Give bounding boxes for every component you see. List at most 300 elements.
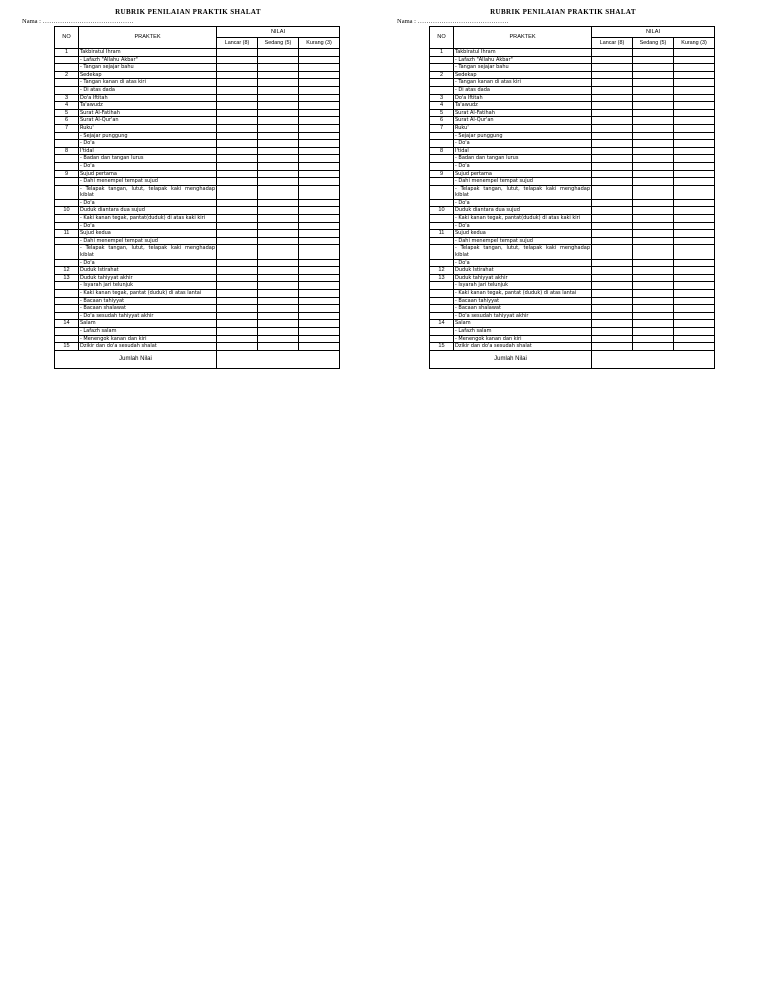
score-sedang-cell xyxy=(633,297,674,305)
score-sedang-cell xyxy=(258,170,299,178)
row-praktek: - Telapak tangan, lutut, telapak kaki menghadap kiblat xyxy=(80,185,215,199)
score-sedang-cell xyxy=(633,245,674,259)
table-row xyxy=(55,259,340,267)
score-sedang-cell xyxy=(633,259,674,267)
score-kurang-cell xyxy=(299,71,340,79)
score-sedang-cell xyxy=(633,124,674,132)
row-praktek: - Telapak tangan, lutut, telapak kaki menghadap kiblat xyxy=(455,185,590,199)
table-row xyxy=(430,147,715,155)
row-praktek: - Dahi menempel tempat sujud xyxy=(454,237,592,245)
score-lancar-cell xyxy=(217,199,258,207)
table-row xyxy=(55,162,340,170)
table-row xyxy=(430,199,715,207)
score-kurang-cell xyxy=(299,207,340,215)
table-row xyxy=(430,230,715,238)
score-kurang-cell xyxy=(299,147,340,155)
header-praktek: PRAKTEK xyxy=(79,27,217,49)
row-praktek: Duduk diantara dua sujud xyxy=(454,207,592,215)
score-kurang-cell xyxy=(299,86,340,94)
row-number xyxy=(430,155,454,163)
score-sedang-cell xyxy=(258,178,299,186)
score-lancar-cell xyxy=(592,305,633,313)
row-number xyxy=(430,305,454,313)
row-praktek: Duduk tahiyyat akhir xyxy=(454,274,592,282)
score-kurang-cell xyxy=(299,327,340,335)
row-number: 6 xyxy=(55,117,79,125)
score-sedang-cell xyxy=(258,56,299,64)
score-lancar-cell xyxy=(217,237,258,245)
score-lancar-cell xyxy=(217,343,258,351)
score-lancar-cell xyxy=(592,132,633,140)
score-kurang-cell xyxy=(299,162,340,170)
score-lancar-cell xyxy=(217,155,258,163)
row-number: 4 xyxy=(430,102,454,110)
table-row xyxy=(55,297,340,305)
row-praktek: - Sejajar punggung xyxy=(454,132,592,140)
score-kurang-cell xyxy=(674,230,715,238)
score-lancar-cell xyxy=(217,267,258,275)
nama-field-label: Nama : …………………………………… xyxy=(397,18,509,25)
score-sedang-cell xyxy=(633,56,674,64)
table-row xyxy=(55,124,340,132)
header-no: NO xyxy=(55,27,79,49)
score-kurang-cell xyxy=(674,207,715,215)
table-row xyxy=(430,274,715,282)
score-lancar-cell xyxy=(592,155,633,163)
row-number: 1 xyxy=(55,49,79,57)
row-praktek: I'tidal xyxy=(454,147,592,155)
score-lancar-cell xyxy=(592,230,633,238)
score-lancar-cell xyxy=(592,56,633,64)
score-kurang-cell xyxy=(299,102,340,110)
score-kurang-cell xyxy=(674,305,715,313)
row-praktek: Surat Al-Fatihah xyxy=(79,109,217,117)
row-praktek: Surat Al-Fatihah xyxy=(454,109,592,117)
score-kurang-cell xyxy=(674,155,715,163)
table-row xyxy=(55,199,340,207)
table-row xyxy=(55,109,340,117)
score-sedang-cell xyxy=(258,312,299,320)
table-row xyxy=(430,109,715,117)
row-praktek: Sujud pertama xyxy=(454,170,592,178)
score-lancar-cell xyxy=(592,327,633,335)
row-number xyxy=(55,155,79,163)
row-praktek: - Do'a xyxy=(79,162,217,170)
score-lancar-cell xyxy=(592,282,633,290)
row-praktek: - Di atas dada xyxy=(454,86,592,94)
row-praktek: I'tidal xyxy=(79,147,217,155)
row-number: 14 xyxy=(430,320,454,328)
score-lancar-cell xyxy=(592,335,633,343)
row-number xyxy=(430,199,454,207)
score-kurang-cell xyxy=(674,290,715,298)
score-kurang-cell xyxy=(299,215,340,223)
table-row xyxy=(430,71,715,79)
rubric-rows xyxy=(55,49,340,351)
score-sedang-cell xyxy=(633,102,674,110)
score-sedang-cell xyxy=(258,297,299,305)
score-sedang-cell xyxy=(633,86,674,94)
score-kurang-cell xyxy=(299,237,340,245)
score-lancar-cell xyxy=(217,79,258,87)
score-kurang-cell xyxy=(674,132,715,140)
row-number xyxy=(55,215,79,223)
score-kurang-cell xyxy=(674,124,715,132)
score-sedang-cell xyxy=(258,215,299,223)
score-sedang-cell xyxy=(633,49,674,57)
row-praktek: - Do'a xyxy=(454,199,592,207)
score-lancar-cell xyxy=(217,312,258,320)
row-praktek: Duduk diantara dua sujud xyxy=(79,207,217,215)
row-number xyxy=(430,178,454,186)
header-sedang: Sedang (5) xyxy=(258,38,299,49)
table-row xyxy=(430,290,715,298)
rubric-sheet-right xyxy=(397,8,707,369)
row-praktek: - Do'a xyxy=(79,259,217,267)
row-praktek: Ta'awudz xyxy=(454,102,592,110)
score-lancar-cell xyxy=(592,86,633,94)
score-sedang-cell xyxy=(258,305,299,313)
score-lancar-cell xyxy=(592,178,633,186)
score-sedang-cell xyxy=(633,207,674,215)
score-lancar-cell xyxy=(217,178,258,186)
score-kurang-cell xyxy=(674,312,715,320)
row-praktek: Takbiratul Ihram xyxy=(454,49,592,57)
row-number xyxy=(55,79,79,87)
table-row xyxy=(430,282,715,290)
row-number xyxy=(55,185,79,199)
score-lancar-cell xyxy=(592,274,633,282)
row-praktek: Sedekap xyxy=(79,71,217,79)
row-number: 12 xyxy=(430,267,454,275)
row-praktek: - Menengok kanan dan kiri xyxy=(454,335,592,343)
score-kurang-cell xyxy=(299,343,340,351)
table-row xyxy=(55,102,340,110)
table-row xyxy=(430,132,715,140)
table-row xyxy=(430,185,715,199)
score-sedang-cell xyxy=(633,230,674,238)
row-number: 2 xyxy=(55,71,79,79)
table-row xyxy=(55,71,340,79)
score-kurang-cell xyxy=(299,185,340,199)
row-number: 1 xyxy=(430,49,454,57)
row-number xyxy=(430,335,454,343)
score-lancar-cell xyxy=(217,230,258,238)
row-number xyxy=(55,56,79,64)
score-lancar-cell xyxy=(217,147,258,155)
score-lancar-cell xyxy=(592,71,633,79)
score-sedang-cell xyxy=(258,207,299,215)
table-row xyxy=(55,335,340,343)
row-number: 11 xyxy=(55,230,79,238)
score-lancar-cell xyxy=(217,290,258,298)
row-praktek: Salam xyxy=(79,320,217,328)
row-praktek: - Lafazh salam xyxy=(79,327,217,335)
row-praktek: - Do'a xyxy=(79,222,217,230)
score-lancar-cell xyxy=(217,215,258,223)
score-lancar-cell xyxy=(217,335,258,343)
score-lancar-cell xyxy=(592,207,633,215)
row-number: 8 xyxy=(430,147,454,155)
header-lancar: Lancar (8) xyxy=(217,38,258,49)
row-number xyxy=(430,222,454,230)
table-row xyxy=(430,305,715,313)
row-praktek: Sedekap xyxy=(454,71,592,79)
row-number xyxy=(430,215,454,223)
score-lancar-cell xyxy=(592,290,633,298)
score-lancar-cell xyxy=(592,147,633,155)
row-number xyxy=(55,282,79,290)
row-number xyxy=(55,327,79,335)
row-number xyxy=(55,64,79,72)
row-number xyxy=(55,140,79,148)
row-praktek: - Dahi menempel tempat sujud xyxy=(79,178,217,186)
score-sedang-cell xyxy=(633,147,674,155)
table-row xyxy=(430,245,715,259)
rubric-table xyxy=(54,26,340,369)
row-number xyxy=(55,162,79,170)
score-lancar-cell xyxy=(217,132,258,140)
score-sedang-cell xyxy=(633,64,674,72)
score-kurang-cell xyxy=(299,132,340,140)
table-row xyxy=(430,207,715,215)
row-number: 2 xyxy=(430,71,454,79)
score-kurang-cell xyxy=(299,282,340,290)
score-sedang-cell xyxy=(258,274,299,282)
table-row xyxy=(430,178,715,186)
score-lancar-cell xyxy=(217,140,258,148)
table-row xyxy=(55,215,340,223)
row-number xyxy=(55,237,79,245)
table-row xyxy=(55,327,340,335)
table-row xyxy=(55,147,340,155)
row-praktek: - Lafazh salam xyxy=(454,327,592,335)
score-kurang-cell xyxy=(674,297,715,305)
header-kurang: Kurang (3) xyxy=(674,38,715,49)
score-sedang-cell xyxy=(258,267,299,275)
row-number: 15 xyxy=(55,343,79,351)
table-row xyxy=(55,274,340,282)
row-number: 9 xyxy=(430,170,454,178)
score-sedang-cell xyxy=(258,155,299,163)
table-row xyxy=(55,132,340,140)
row-praktek: - Telapak tangan, lutut, telapak kaki menghadap kiblat xyxy=(455,245,590,259)
row-number: 9 xyxy=(55,170,79,178)
table-row xyxy=(430,335,715,343)
row-praktek: Ruku' xyxy=(454,124,592,132)
row-number xyxy=(55,335,79,343)
total-value-cell xyxy=(217,350,340,368)
score-lancar-cell xyxy=(217,274,258,282)
row-praktek: - Do'a xyxy=(454,162,592,170)
row-number xyxy=(430,237,454,245)
score-kurang-cell xyxy=(674,102,715,110)
score-kurang-cell xyxy=(674,109,715,117)
score-sedang-cell xyxy=(258,199,299,207)
score-lancar-cell xyxy=(217,245,258,259)
header-nilai: NILAI xyxy=(592,27,715,38)
score-sedang-cell xyxy=(633,117,674,125)
score-kurang-cell xyxy=(299,230,340,238)
row-number: 7 xyxy=(430,124,454,132)
score-kurang-cell xyxy=(299,290,340,298)
row-number: 4 xyxy=(55,102,79,110)
row-praktek: - Isyarah jari telunjuk xyxy=(454,282,592,290)
score-kurang-cell xyxy=(299,320,340,328)
score-kurang-cell xyxy=(674,178,715,186)
score-lancar-cell xyxy=(592,124,633,132)
score-kurang-cell xyxy=(299,297,340,305)
score-kurang-cell xyxy=(674,94,715,102)
table-row xyxy=(55,245,340,259)
score-lancar-cell xyxy=(217,64,258,72)
row-praktek: - Kaki kanan tegak, pantat (duduk) di atas lantai xyxy=(79,290,217,298)
row-number xyxy=(55,178,79,186)
row-praktek: - Tangan kanan di atas kiri xyxy=(79,79,217,87)
nama-field-label: Nama : …………………………………… xyxy=(22,18,134,25)
rubric-rows xyxy=(430,49,715,351)
score-kurang-cell xyxy=(674,320,715,328)
score-sedang-cell xyxy=(633,162,674,170)
table-row xyxy=(430,170,715,178)
score-lancar-cell xyxy=(592,312,633,320)
row-praktek: Sujud kedua xyxy=(79,230,217,238)
score-lancar-cell xyxy=(592,94,633,102)
row-number xyxy=(55,86,79,94)
score-sedang-cell xyxy=(258,109,299,117)
score-sedang-cell xyxy=(633,320,674,328)
score-sedang-cell xyxy=(633,267,674,275)
score-kurang-cell xyxy=(674,79,715,87)
row-number xyxy=(430,297,454,305)
total-value-cell xyxy=(592,350,715,368)
score-kurang-cell xyxy=(299,312,340,320)
row-praktek: - Lafazh "Allahu Akbar" xyxy=(454,56,592,64)
score-lancar-cell xyxy=(592,222,633,230)
score-sedang-cell xyxy=(258,335,299,343)
score-sedang-cell xyxy=(258,132,299,140)
score-kurang-cell xyxy=(674,282,715,290)
row-number xyxy=(430,245,454,259)
score-kurang-cell xyxy=(674,86,715,94)
score-kurang-cell xyxy=(299,259,340,267)
row-praktek: Ruku' xyxy=(79,124,217,132)
score-kurang-cell xyxy=(674,117,715,125)
score-sedang-cell xyxy=(258,94,299,102)
score-lancar-cell xyxy=(217,117,258,125)
table-row xyxy=(55,185,340,199)
row-praktek: - Menengok kanan dan kiri xyxy=(79,335,217,343)
row-praktek: - Badan dan tangan lurus xyxy=(79,155,217,163)
score-sedang-cell xyxy=(633,237,674,245)
row-praktek: - Isyarah jari telunjuk xyxy=(79,282,217,290)
table-row xyxy=(430,124,715,132)
score-lancar-cell xyxy=(592,320,633,328)
score-sedang-cell xyxy=(258,222,299,230)
rubric-sheet-left xyxy=(22,8,332,369)
score-lancar-cell xyxy=(217,170,258,178)
score-sedang-cell xyxy=(633,335,674,343)
score-lancar-cell xyxy=(217,185,258,199)
row-praktek: Do'a Iftitah xyxy=(454,94,592,102)
total-label: Jumlah Nilai xyxy=(55,350,217,368)
row-number xyxy=(55,132,79,140)
row-number xyxy=(55,312,79,320)
row-praktek: Dzikir dan do'a sesudah shalat xyxy=(79,343,217,351)
score-sedang-cell xyxy=(258,117,299,125)
score-kurang-cell xyxy=(299,267,340,275)
score-lancar-cell xyxy=(217,222,258,230)
score-lancar-cell xyxy=(217,109,258,117)
row-number xyxy=(430,259,454,267)
row-praktek: - Tangan sejajar bahu xyxy=(79,64,217,72)
table-row xyxy=(430,162,715,170)
score-sedang-cell xyxy=(258,71,299,79)
score-lancar-cell xyxy=(217,49,258,57)
score-lancar-cell xyxy=(592,170,633,178)
row-praktek: Sujud pertama xyxy=(79,170,217,178)
table-row xyxy=(55,222,340,230)
table-row xyxy=(55,94,340,102)
row-number xyxy=(55,290,79,298)
sheet-title: RUBRIK PENILAIAN PRAKTIK SHALAT xyxy=(490,8,636,16)
score-kurang-cell xyxy=(299,109,340,117)
score-lancar-cell xyxy=(217,259,258,267)
table-row xyxy=(55,86,340,94)
row-praktek: - Do'a sesudah tahiyyat akhir xyxy=(79,312,217,320)
table-row xyxy=(55,290,340,298)
row-praktek: - Dahi menempel tempat sujud xyxy=(79,237,217,245)
score-kurang-cell xyxy=(674,343,715,351)
score-lancar-cell xyxy=(592,245,633,259)
score-lancar-cell xyxy=(217,327,258,335)
row-praktek: Salam xyxy=(454,320,592,328)
header-no: NO xyxy=(430,27,454,49)
row-praktek: - Do'a sesudah tahiyyat akhir xyxy=(454,312,592,320)
row-praktek: - Sejajar punggung xyxy=(79,132,217,140)
score-kurang-cell xyxy=(299,222,340,230)
table-row xyxy=(55,140,340,148)
score-sedang-cell xyxy=(633,71,674,79)
row-number xyxy=(430,79,454,87)
score-lancar-cell xyxy=(592,109,633,117)
row-praktek: Duduk Istirahat xyxy=(454,267,592,275)
score-kurang-cell xyxy=(299,79,340,87)
table-row xyxy=(430,140,715,148)
row-praktek: - Tangan kanan di atas kiri xyxy=(454,79,592,87)
row-number xyxy=(430,140,454,148)
score-kurang-cell xyxy=(674,49,715,57)
score-kurang-cell xyxy=(299,305,340,313)
table-row xyxy=(55,155,340,163)
score-kurang-cell xyxy=(674,147,715,155)
row-number xyxy=(55,297,79,305)
score-kurang-cell xyxy=(299,56,340,64)
score-kurang-cell xyxy=(674,170,715,178)
row-praktek: - Kaki kanan tegak, pantat(duduk) di atas kaki kiri xyxy=(79,215,217,223)
table-row xyxy=(55,305,340,313)
table-row xyxy=(430,56,715,64)
row-number xyxy=(430,132,454,140)
table-row xyxy=(430,259,715,267)
sheet-title: RUBRIK PENILAIAN PRAKTIK SHALAT xyxy=(115,8,261,16)
score-sedang-cell xyxy=(633,312,674,320)
row-praktek: - Bacaan shalawat xyxy=(454,305,592,313)
table-row xyxy=(430,222,715,230)
row-number: 6 xyxy=(430,117,454,125)
score-lancar-cell xyxy=(217,297,258,305)
score-kurang-cell xyxy=(674,71,715,79)
